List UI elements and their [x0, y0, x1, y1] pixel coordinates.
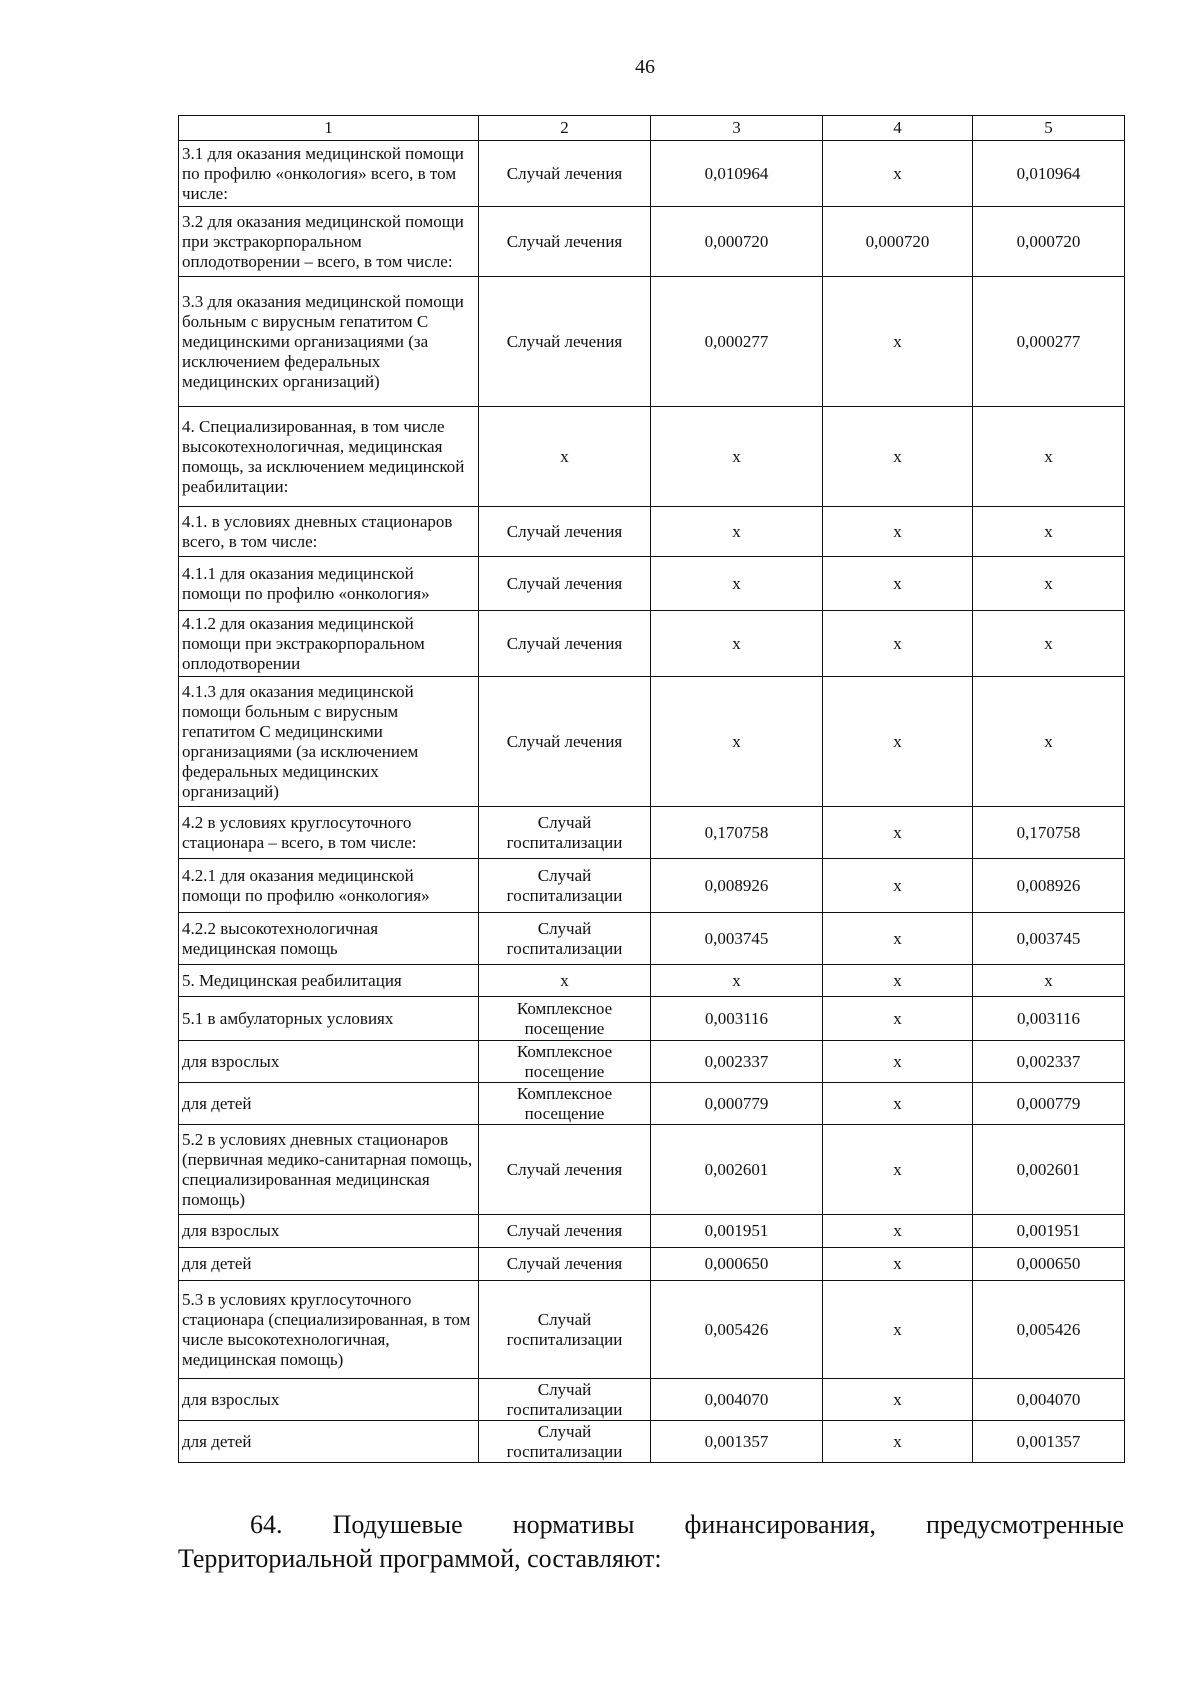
row-total: х	[651, 611, 823, 677]
row-unit: Случай лечения	[479, 1248, 651, 1281]
row-unit: х	[479, 965, 651, 997]
row-name: для взрослых	[179, 1215, 479, 1248]
row-col4: х	[823, 859, 973, 913]
row-unit: х	[479, 407, 651, 507]
row-name: 3.1 для оказания медицинской помощи по профилю «онкология» всего, в том числе:	[179, 141, 479, 207]
row-col5: 0,000779	[973, 1083, 1125, 1125]
row-name: 4.1. в условиях дневных стационаров всего, в том числе:	[179, 507, 479, 557]
row-col4: х	[823, 965, 973, 997]
row-total: 0,000720	[651, 207, 823, 277]
row-total: 0,002337	[651, 1041, 823, 1083]
page-number: 46	[635, 56, 655, 78]
table-row	[179, 507, 1125, 557]
row-col5: 0,010964	[973, 141, 1125, 207]
row-unit: Случай лечения	[479, 1215, 651, 1248]
row-unit: Случай госпитализации	[479, 1379, 651, 1421]
row-name: 4.1.3 для оказания медицинской помощи больным с вирусным гепатитом С медицинскими организациями (за исключением федеральных медицинских организаций)	[179, 677, 479, 807]
table-row	[179, 677, 1125, 807]
row-total: 0,003116	[651, 997, 823, 1041]
row-col5: х	[973, 407, 1125, 507]
row-col5: х	[973, 557, 1125, 611]
closing-paragraph-line-1: 64. Подушевые нормативы финансирования, предусмотренные	[250, 1510, 1124, 1539]
row-col4: х	[823, 611, 973, 677]
row-name: для детей	[179, 1083, 479, 1125]
row-unit: Случай лечения	[479, 141, 651, 207]
row-name: для взрослых	[179, 1041, 479, 1083]
row-col4: х	[823, 1125, 973, 1215]
row-col5: 0,004070	[973, 1379, 1125, 1421]
row-col5: х	[973, 965, 1125, 997]
row-col4: х	[823, 1215, 973, 1248]
row-col4: х	[823, 807, 973, 859]
row-name: 4.1.2 для оказания медицинской помощи при экстракорпоральном оплодотворении	[179, 611, 479, 677]
row-name: для детей	[179, 1248, 479, 1281]
row-col5: 0,000277	[973, 277, 1125, 407]
row-total: 0,000277	[651, 277, 823, 407]
table-row	[179, 1125, 1125, 1215]
column-header-5: 5	[973, 116, 1125, 141]
row-total: 0,004070	[651, 1379, 823, 1421]
closing-paragraph-line-2: Территориальной программой, составляют:	[178, 1544, 662, 1573]
row-col4: х	[823, 1083, 973, 1125]
row-col5: х	[973, 507, 1125, 557]
row-unit: Случай лечения	[479, 277, 651, 407]
row-col5: 0,003745	[973, 913, 1125, 965]
row-unit: Случай госпитализации	[479, 807, 651, 859]
row-total: 0,000779	[651, 1083, 823, 1125]
row-col5: 0,000650	[973, 1248, 1125, 1281]
row-total: 0,000650	[651, 1248, 823, 1281]
table-row	[179, 1041, 1125, 1083]
row-name: 5. Медицинская реабилитация	[179, 965, 479, 997]
row-col4: х	[823, 141, 973, 207]
row-col4: х	[823, 677, 973, 807]
row-total: 0,008926	[651, 859, 823, 913]
row-col5: 0,170758	[973, 807, 1125, 859]
norms-table	[178, 115, 1125, 1463]
row-unit: Случай лечения	[479, 677, 651, 807]
row-name: 5.2 в условиях дневных стационаров (первичная медико-санитарная помощь, специализированная медицинская помощь)	[179, 1125, 479, 1215]
row-unit: Комплексное посещение	[479, 997, 651, 1041]
row-total: 0,010964	[651, 141, 823, 207]
row-col4: х	[823, 407, 973, 507]
row-name: 5.3 в условиях круглосуточного стационара (специализированная, в том числе высокотехнологичная, медицинская помощь)	[179, 1281, 479, 1379]
table-row	[179, 611, 1125, 677]
table-row	[179, 807, 1125, 859]
row-col5: 0,000720	[973, 207, 1125, 277]
row-unit: Случай госпитализации	[479, 859, 651, 913]
row-unit: Случай лечения	[479, 1125, 651, 1215]
table-row	[179, 557, 1125, 611]
row-unit: Случай лечения	[479, 207, 651, 277]
row-total: 0,001357	[651, 1421, 823, 1463]
table-row	[179, 407, 1125, 507]
table-row	[179, 1248, 1125, 1281]
row-unit: Случай лечения	[479, 507, 651, 557]
row-col5: 0,001357	[973, 1421, 1125, 1463]
row-col4: 0,000720	[823, 207, 973, 277]
table-row	[179, 997, 1125, 1041]
column-header-3: 3	[651, 116, 823, 141]
row-name: для детей	[179, 1421, 479, 1463]
row-name: 4.1.1 для оказания медицинской помощи по профилю «онкология»	[179, 557, 479, 611]
table-row	[179, 965, 1125, 997]
row-total: х	[651, 507, 823, 557]
column-header-2: 2	[479, 116, 651, 141]
row-name: 4. Специализированная, в том числе высокотехнологичная, медицинская помощь, за исключением медицинской реабилитации:	[179, 407, 479, 507]
row-col4: х	[823, 277, 973, 407]
row-name: для взрослых	[179, 1379, 479, 1421]
row-name: 4.2.1 для оказания медицинской помощи по профилю «онкология»	[179, 859, 479, 913]
row-col5: 0,008926	[973, 859, 1125, 913]
row-total: х	[651, 965, 823, 997]
row-col4: х	[823, 1379, 973, 1421]
table-row	[179, 207, 1125, 277]
column-header-4: 4	[823, 116, 973, 141]
table-row	[179, 1379, 1125, 1421]
row-unit: Случай госпитализации	[479, 913, 651, 965]
row-unit: Случай госпитализации	[479, 1281, 651, 1379]
row-col5: 0,002337	[973, 1041, 1125, 1083]
row-col5: 0,002601	[973, 1125, 1125, 1215]
row-col5: 0,005426	[973, 1281, 1125, 1379]
row-name: 3.3 для оказания медицинской помощи больным с вирусным гепатитом С медицинскими организациями (за исключением федеральных медицинских организаций)	[179, 277, 479, 407]
table-row	[179, 277, 1125, 407]
column-header-1: 1	[179, 116, 479, 141]
table-row	[179, 1421, 1125, 1463]
row-name: 3.2 для оказания медицинской помощи при экстракорпоральном оплодотворении – всего, в том числе:	[179, 207, 479, 277]
row-col4: х	[823, 1421, 973, 1463]
table-row	[179, 1215, 1125, 1248]
row-total: х	[651, 407, 823, 507]
row-col5: х	[973, 677, 1125, 807]
row-total: х	[651, 557, 823, 611]
table-row	[179, 859, 1125, 913]
row-unit: Случай лечения	[479, 611, 651, 677]
row-total: 0,002601	[651, 1125, 823, 1215]
row-unit: Комплексное посещение	[479, 1083, 651, 1125]
row-col5: х	[973, 611, 1125, 677]
table-row	[179, 141, 1125, 207]
row-col4: х	[823, 557, 973, 611]
row-total: х	[651, 677, 823, 807]
row-total: 0,003745	[651, 913, 823, 965]
row-col5: 0,001951	[973, 1215, 1125, 1248]
closing-paragraph	[178, 1508, 1124, 1576]
row-name: 4.2.2 высокотехнологичная медицинская помощь	[179, 913, 479, 965]
row-col4: х	[823, 1248, 973, 1281]
row-unit: Случай лечения	[479, 557, 651, 611]
row-col5: 0,003116	[973, 997, 1125, 1041]
row-col4: х	[823, 507, 973, 557]
row-unit: Случай госпитализации	[479, 1421, 651, 1463]
row-name: 5.1 в амбулаторных условиях	[179, 997, 479, 1041]
row-total: 0,170758	[651, 807, 823, 859]
table-header-row	[179, 116, 1125, 141]
table-row	[179, 1281, 1125, 1379]
row-total: 0,005426	[651, 1281, 823, 1379]
row-name: 4.2 в условиях круглосуточного стационара – всего, в том числе:	[179, 807, 479, 859]
row-col4: х	[823, 1041, 973, 1083]
row-col4: х	[823, 1281, 973, 1379]
row-col4: х	[823, 997, 973, 1041]
table-row	[179, 1083, 1125, 1125]
table-row	[179, 913, 1125, 965]
row-unit: Комплексное посещение	[479, 1041, 651, 1083]
row-total: 0,001951	[651, 1215, 823, 1248]
row-col4: х	[823, 913, 973, 965]
